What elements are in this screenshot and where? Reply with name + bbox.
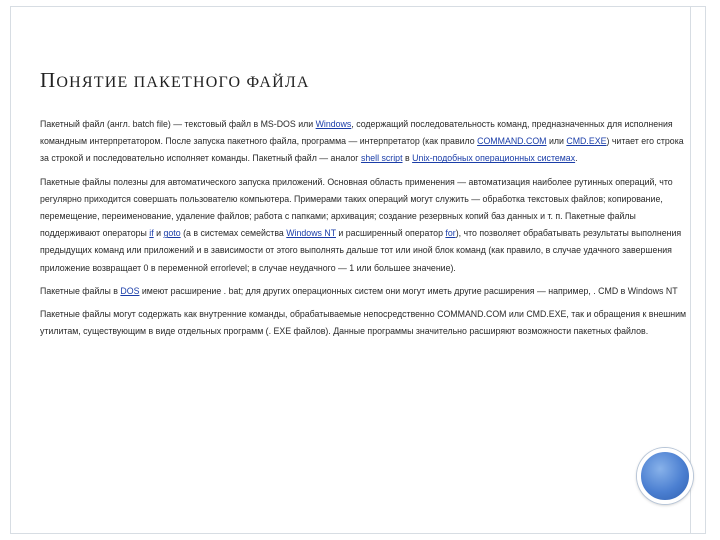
link-cmd-exe[interactable]: CMD.EXE	[566, 136, 607, 147]
decorative-circle	[637, 448, 693, 504]
text-span: в	[402, 153, 413, 164]
text-span: ) читает его строка за строкой и последовательно исполняет команды. Пакетный файл — аналог	[40, 136, 684, 164]
text-span: и расширенный оператор	[335, 228, 446, 239]
slide-border-line	[690, 6, 691, 534]
link-shell-script[interactable]: shell script	[360, 153, 403, 164]
text-span: Пакетные файлы в	[40, 285, 121, 296]
slide-content	[40, 116, 688, 346]
link-windows-nt[interactable]: Windows NT	[286, 228, 336, 239]
link-windows[interactable]: Windows	[315, 119, 352, 129]
text-span: , содержащий последовательность команд, предназначенных для исполнения командным интерпретатором. После запуска пакетного файла, программа — интерпретатор (как правило	[40, 119, 673, 147]
text-span: .	[575, 153, 578, 164]
text-span: имеют расширение . bat; для других операционных систем они могут иметь другие расширения — например, . CMD в Windows NT	[139, 285, 678, 296]
link-if[interactable]: if	[149, 228, 154, 239]
text-span: Пакетный файл (англ. batch file) — текстовый файл в MS-DOS или	[40, 119, 316, 129]
link-dos[interactable]: DOS	[120, 285, 140, 296]
paragraph-p3	[40, 283, 688, 300]
link-command-com[interactable]: COMMAND.COM	[477, 136, 547, 147]
text-span: Пакетные файлы полезны для автоматического запуска приложений. Основная область применения — автоматизация наиболее рутинных операций, что регулярно приходится совершать пользователю компьютера. Примерами таких операций могут служить — обработка текстовых файлов; копирование, перемещение, переименование, удаление файлов; работа с папками; архивация; создание резервных копий баз данных и т. п. Пакетные файлы поддерживают операторы	[40, 176, 673, 239]
text-span: и	[153, 228, 164, 239]
link-goto[interactable]: goto	[163, 228, 181, 239]
link-unix-подобных-операционных-системах[interactable]: Unix-подобных операционных системах	[412, 153, 576, 164]
page-title: ПОНЯТИЕ ПАКЕТНОГО ФАЙЛА	[40, 68, 310, 92]
paragraph-p4	[40, 306, 688, 340]
paragraph-p1	[40, 116, 688, 168]
text-span: ), что позволяет обрабатывать результаты выполнения предыдущих команд или приложений и в зависимости от этого выполнять дальше тот или иной блок команд (как правило, в случае удачного завершения приложение возвращает 0 в переменной errorlevel; в случае неудачного — 1 или большее значение).	[40, 228, 682, 273]
paragraph-p2	[40, 174, 688, 277]
text-span: или	[546, 136, 567, 147]
link-for[interactable]: for	[445, 228, 456, 239]
text-span: Пакетные файлы могут содержать как внутренние команды, обрабатываемые непосредственно COMMAND.COM или CMD.EXE, так и обращения к внешним утилитам, существующим в виде отдельных программ (. EXE файлов). Данные программы значительно расширяют возможности пакетных файлов.	[40, 309, 687, 337]
text-span: (а в системах семейства	[180, 228, 287, 239]
